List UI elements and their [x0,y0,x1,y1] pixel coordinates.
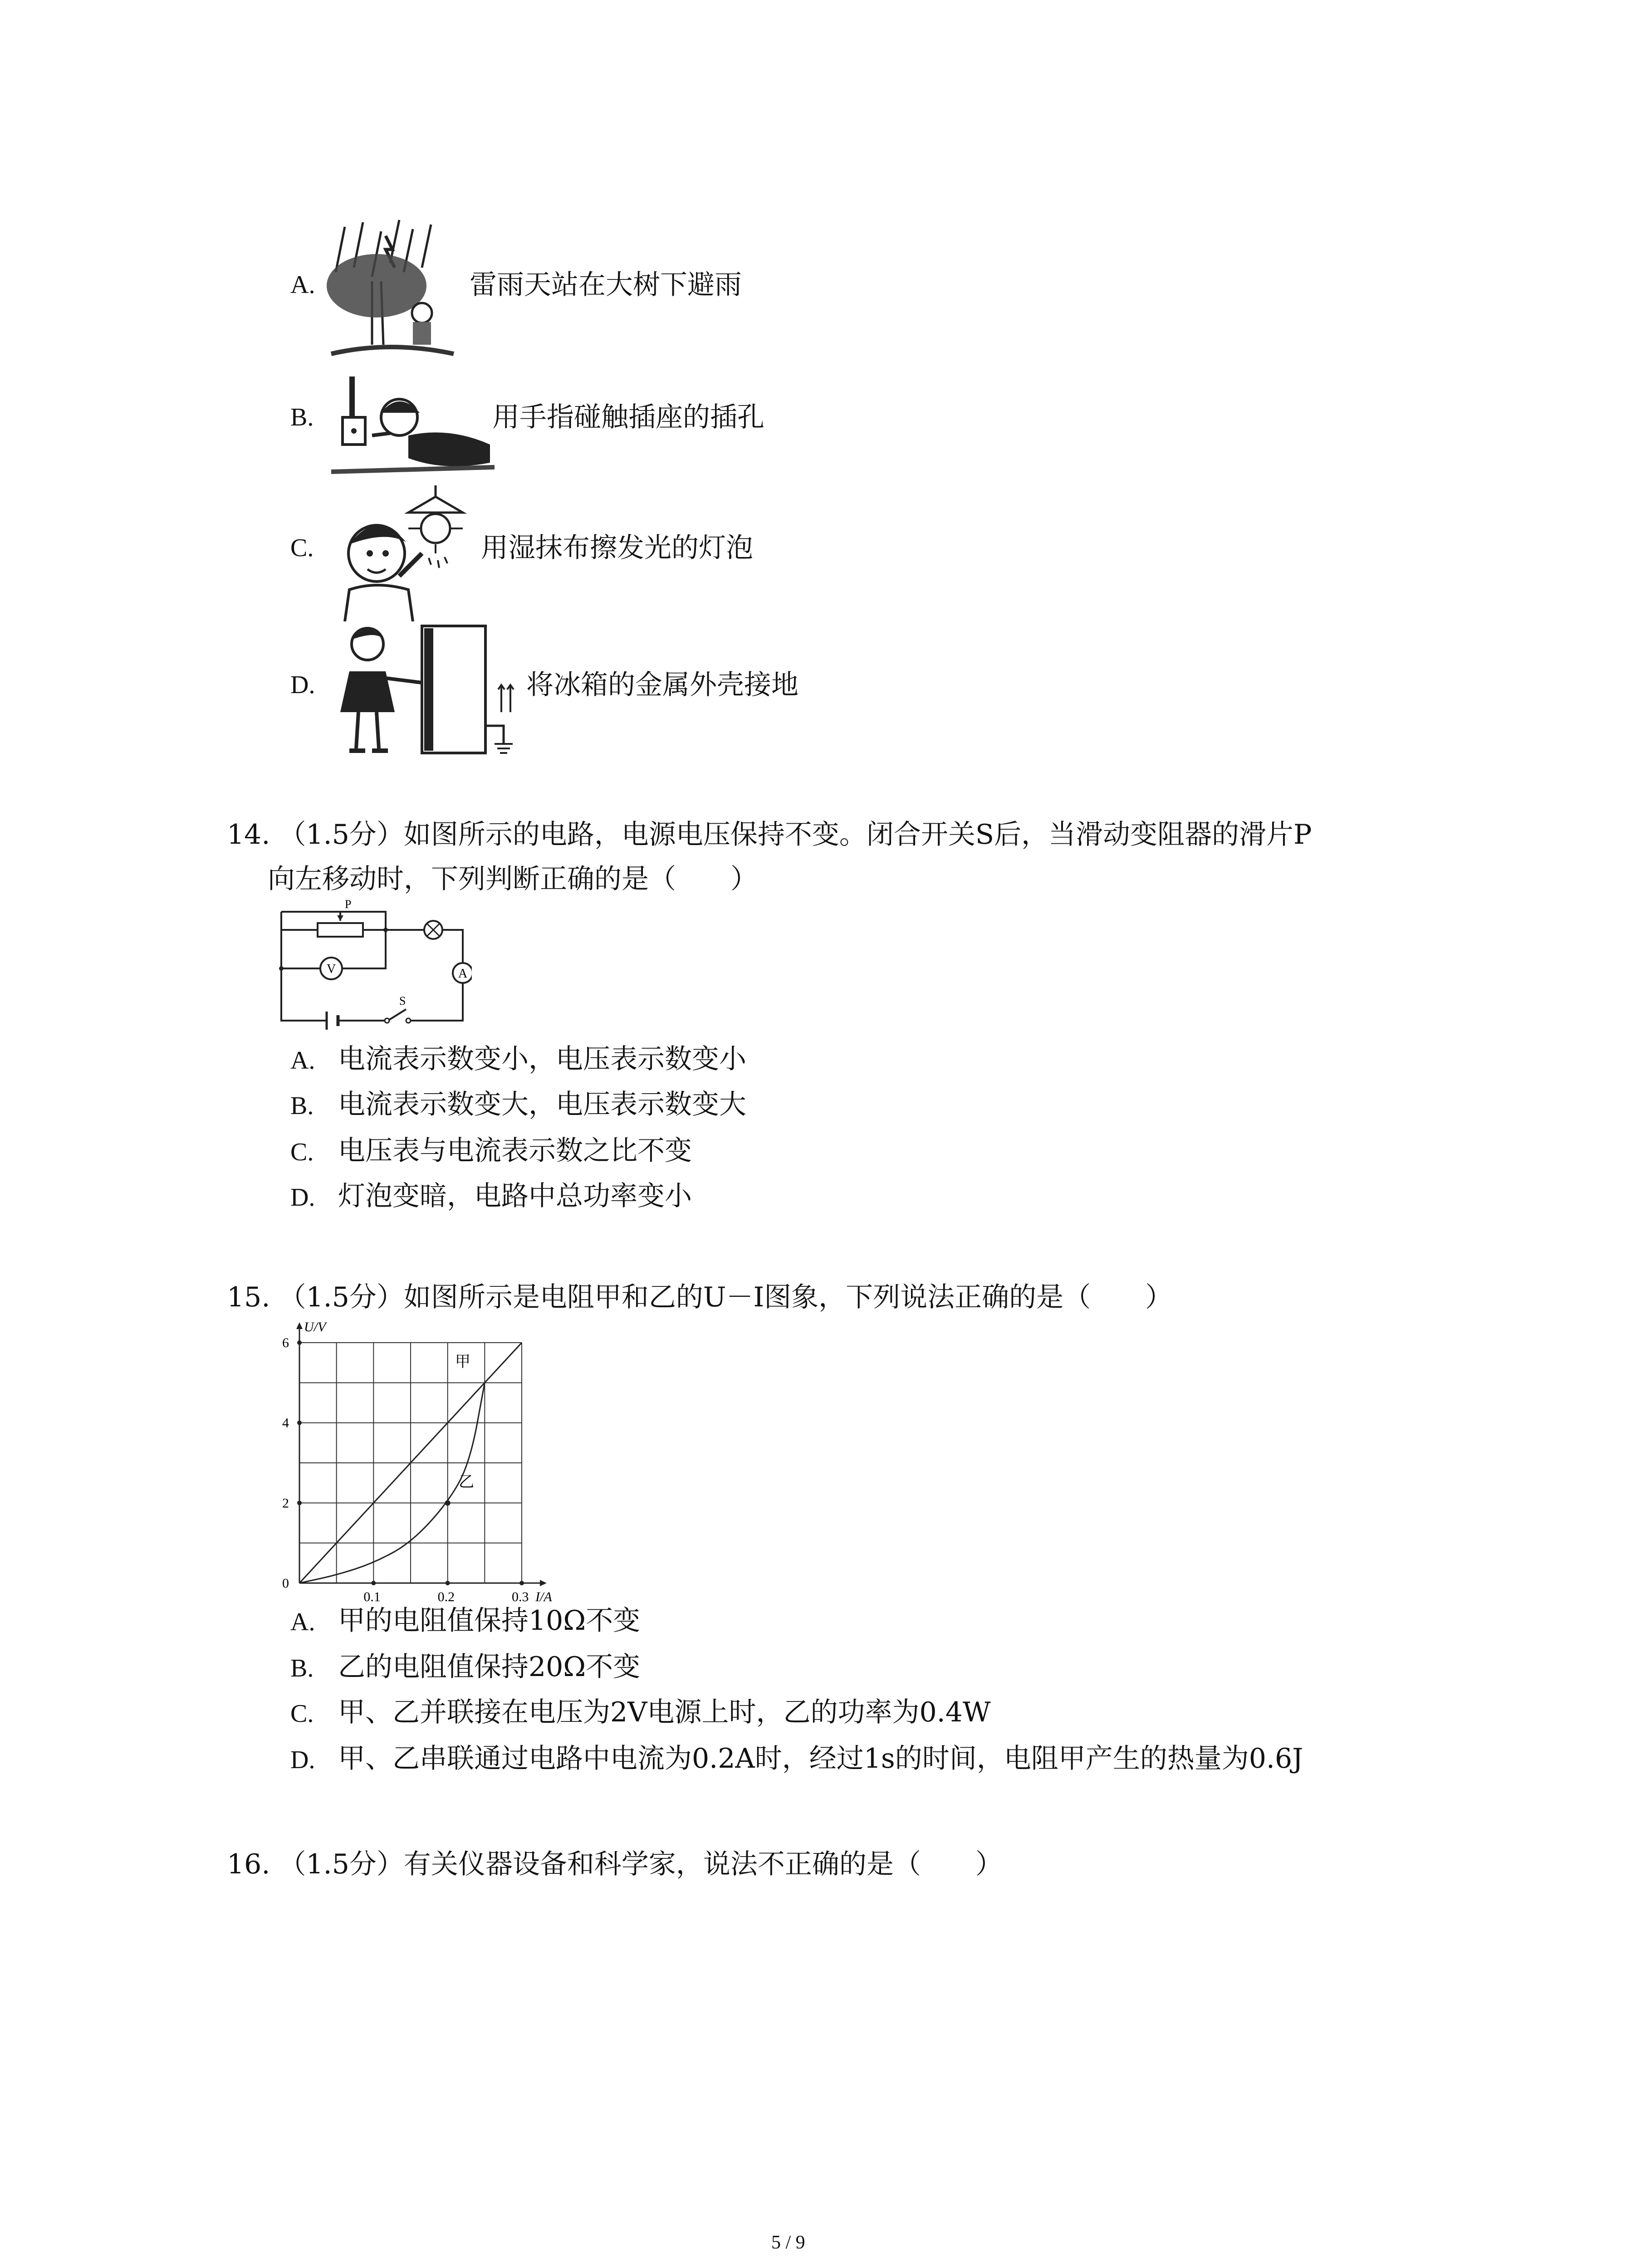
y-tick-label: 0 [282,1576,289,1591]
option-letter: A. [290,1608,315,1636]
x-tick-dot [371,1581,376,1585]
q15-stem: 15. （1.5分）如图所示是电阻甲和乙的U－I图象，下列说法正确的是（ ） [227,1281,1173,1313]
data-point [445,1500,451,1505]
girl-grounded-fridge-icon [331,621,522,758]
series-label: 乙 [459,1474,475,1491]
slider-label: P [345,898,352,911]
person-under-tree-in-thunderstorm-icon [318,218,467,367]
page-number: 5 / 9 [771,2232,805,2253]
y-tick-label: 4 [282,1415,289,1431]
option-letter: C. [290,534,314,562]
option-text: 甲、乙并联接在电压为2V电源上时，乙的功率为0.4W [338,1696,991,1728]
x-tick-label: 0.3 [512,1589,529,1604]
option-text: 灯泡变暗，电路中总功率变小 [338,1180,692,1212]
y-tick-label: 6 [282,1335,289,1350]
option-letter: D. [290,671,315,699]
option-text: 电压表与电流表示数之比不变 [338,1135,692,1167]
y-tick-dot [297,1340,302,1345]
q14-circuit-diagram [277,898,472,1030]
option-letter: D. [290,1746,315,1774]
x-tick-label: 0.1 [363,1589,381,1604]
y-tick-dot [297,1421,302,1425]
option-letter: C. [290,1138,314,1166]
option-text: 甲、乙串联通过电路中电流为0.2A时，经过1s的时间，电阻甲产生的热量为0.6J [338,1743,1303,1774]
x-tick-dot [446,1581,450,1585]
option-text: 雷雨天站在大树下避雨 [470,269,742,301]
y-tick-dot [297,1501,302,1505]
option-letter: A. [290,271,315,299]
q16-stem: 16. （1.5分）有关仪器设备和科学家，说法不正确的是（ ） [227,1848,1003,1880]
x-axis-label: I/A [535,1589,552,1604]
option-text: 将冰箱的金属外壳接地 [526,669,798,701]
x-axis-arrow [540,1580,547,1586]
option-letter: D. [290,1183,315,1212]
option-letter: B. [290,1092,314,1120]
option-text: 电流表示数变小，电压表示数变小 [338,1043,746,1075]
option-letter: C. [290,1700,314,1728]
option-letter: A. [290,1046,315,1075]
option-letter: B. [290,1654,314,1682]
option-text: 甲的电阻值保持10Ω不变 [338,1605,641,1637]
q15-ui-chart [272,1315,554,1606]
option-text: 用手指碰触插座的插孔 [492,401,764,433]
y-axis-label: U/V [304,1320,326,1334]
boy-wiping-bulb-icon [331,485,485,621]
option-text: 用湿抹布擦发光的灯泡 [481,532,753,564]
option-text: 乙的电阻值保持20Ω不变 [338,1651,641,1683]
option-letter: B. [290,403,314,431]
x-tick-dot [519,1581,524,1585]
y-axis-arrow [296,1322,303,1329]
q14-stem-line2: 向左移动时，下列判断正确的是（ ） [268,863,758,895]
voltmeter-label: V [327,962,336,976]
q14-stem-line1: 14. （1.5分）如图所示的电路，电源电压保持不变。闭合开关S后，当滑动变阻器的滑片P [227,819,1312,850]
ammeter-label: A [458,967,468,981]
option-text: 电流表示数变大，电压表示数变大 [338,1089,746,1120]
child-touching-socket-icon [331,367,495,476]
series-label: 甲 [455,1354,470,1370]
switch-label: S [399,994,406,1007]
x-tick-label: 0.2 [437,1589,455,1604]
y-tick-label: 2 [282,1496,289,1511]
